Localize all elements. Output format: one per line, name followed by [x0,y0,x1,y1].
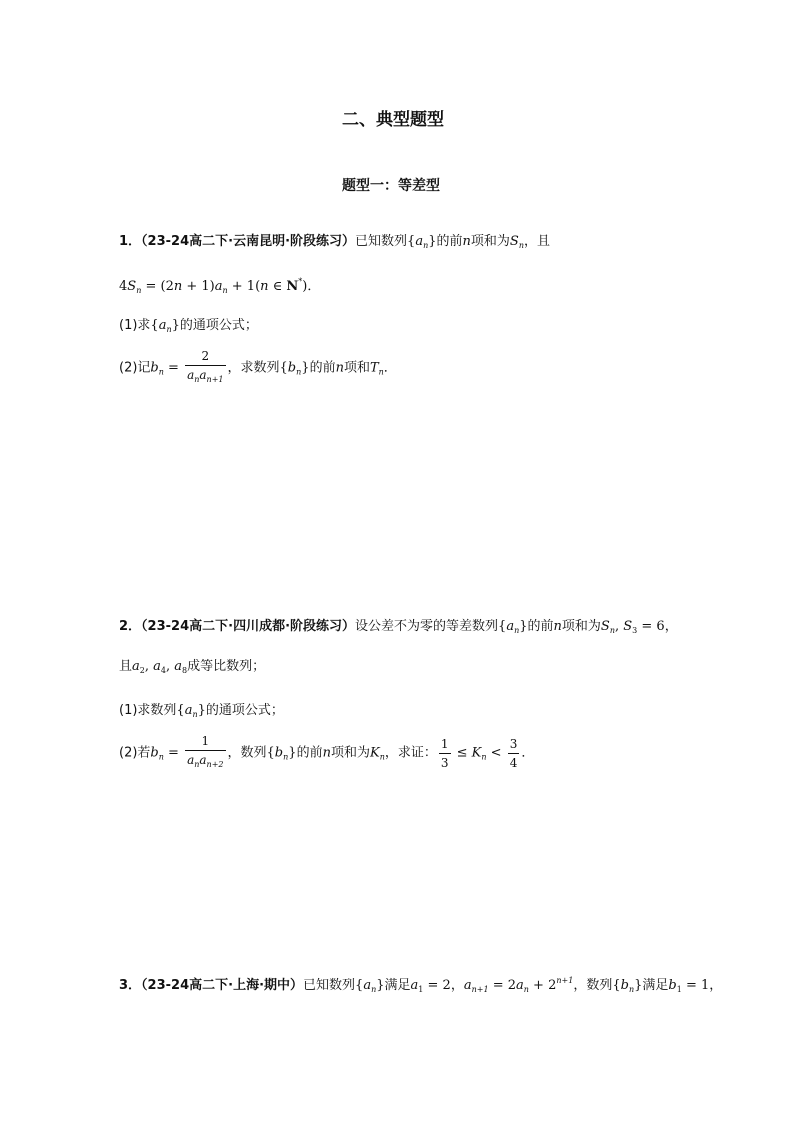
problem-1-text: ． [307,279,321,294]
problem-1-question-1: (1)求$\{a_n\}$的通项公式； [119,318,258,334]
problem-2-number: 2． [119,619,142,634]
problem-3-text: 满足 [384,978,411,993]
problem-1-text: 已知数列 [355,234,408,249]
problem-1-text: (2)记 [119,360,151,376]
subsection-title: 题型一：等差型 [342,178,440,194]
problem-1-text: 的前 [309,360,336,376]
problem-2-text: 成等比数列； [187,659,266,674]
problem-2-text: 项和为 [330,745,370,761]
fraction: $\frac{3}{4}$ [509,736,518,770]
problem-3-source: （23-24高二下·上海·期中） [141,978,304,993]
problem-2-source: （23-24高二下·四川成都·阶段练习） [141,619,356,634]
problem-1-text: ，且 [523,234,550,249]
problem-3-text: ， [450,978,464,993]
problem-2-text: ，数列 [227,745,267,761]
problem-1-text: (1)求 [119,318,151,333]
problem-1-text: 的前 [436,234,463,249]
problem-1-source: （23-24高二下·云南昆明·阶段练习） [141,234,356,249]
problem-3-number: 3． [119,978,142,993]
problem-3-text: 已知数列 [303,978,356,993]
problem-3-text: ， [709,978,723,993]
problem-2-text: ，求证： [384,745,437,761]
problem-1-text: 的通项公式； [179,318,258,333]
fraction: $\frac{2}{a_na_{n+1}}$ [185,348,225,388]
problem-1-question-2: (2)记$b_n$ = $\frac{2}{a_na_{n+1}}$ ，求数列$\{b_n\}$的前n项和$T_n$． [119,348,397,388]
fraction: $\frac{1}{3}$ [440,736,449,770]
section-title: 二、典型题型 [342,110,444,130]
problem-1-line-1: 1．（23-24高二下·云南昆明·阶段练习）已知数列$\{a_n\}$的前n项和为$S_n$，且 [119,234,550,250]
problem-1-text: 项和 [343,360,370,376]
problem-2-text: (1)求数列 [119,703,177,718]
problem-2-question-1: (1)求数列$\{a_n\}$的通项公式； [119,703,284,719]
problem-2-text: 的前 [296,745,323,761]
problem-3-line-1: 3．（23-24高二下·上海·期中）已知数列$\{a_n\}$满足$a_1 = 2$，$a_{n+1} = 2a_n + 2^{n+1}$，数列$\{b_n\}$满足$b_1 = 1$， [119,976,723,994]
problem-2-text: (2)若 [119,745,151,761]
problem-1-condition: $4S_n = (2n + 1)a_n + 1(n$ ∈ N*)． [119,277,321,295]
problem-1-text: ． [383,360,397,376]
problem-1-text: 项和为 [470,234,510,249]
problem-2-text: ， [664,619,678,634]
problem-3-text: 满足 [642,978,669,993]
problem-2-line-1: 2．（23-24高二下·四川成都·阶段练习）设公差不为零的等差数列$\{a_n\}$的前n项和为$S_n$, $S_3 = 6$， [119,619,678,635]
problem-2-text: 的前 [527,619,554,634]
problem-2-text: 设公差不为零的等差数列 [355,619,499,634]
problem-3-text: ，数列 [573,978,613,993]
problem-1-text: ，求数列 [227,360,280,376]
problem-1-number: 1． [119,234,142,249]
fraction: $\frac{1}{a_na_{n+2}}$ [185,733,225,773]
problem-2-question-2: (2)若$b_n$ = $\frac{1}{a_na_{n+2}}$ ，数列$\{b_n\}$的前n项和为$K_n$，求证： $\frac{1}{3}$ ≤ $K_n$ < $\frac{3}{4}$ ． [119,733,534,773]
problem-2-text: 的通项公式； [205,703,284,718]
problem-2-line-2: 且$a_2$, $a_4$, $a_8$成等比数列； [119,659,266,675]
problem-2-text: 且 [119,659,133,674]
problem-2-text: 项和为 [561,619,601,634]
problem-2-text: ． [521,745,535,761]
